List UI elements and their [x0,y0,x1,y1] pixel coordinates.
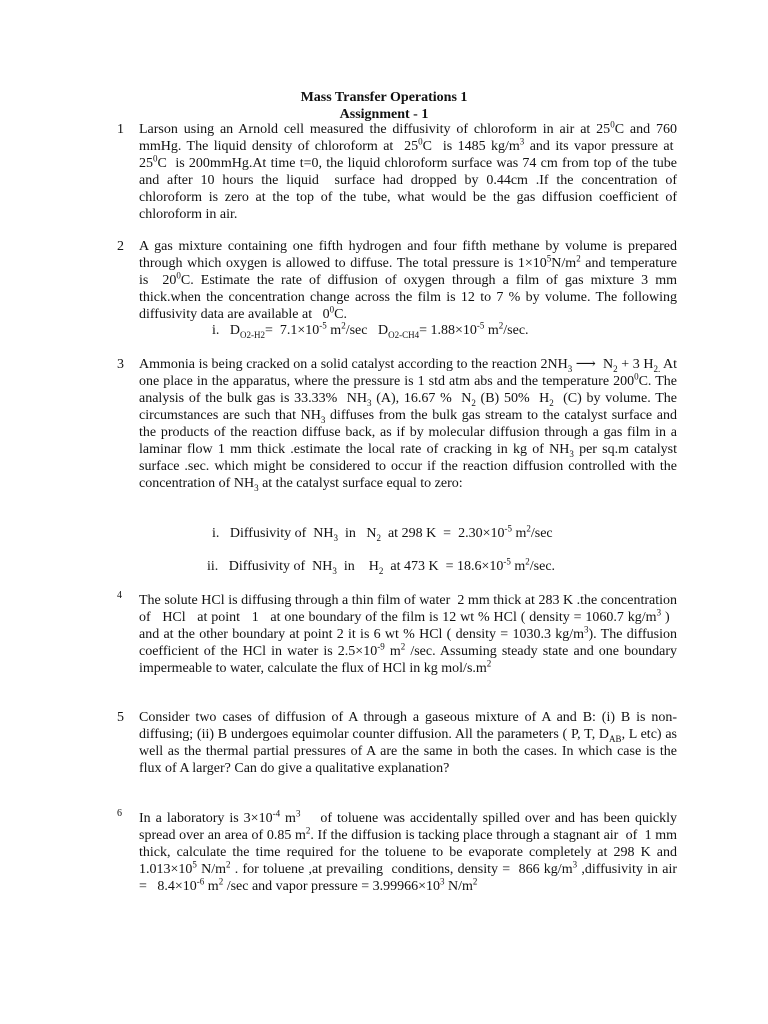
question-6 [117,810,677,895]
question-3 [117,356,677,492]
question-number: 6 [117,808,122,819]
question-text: Larson using an Arnold cell measured the diffusivity of chloroform in air at $25^0C$ and 760 mmHg. The liquid density of chloroform at $25^0C$ is 1485 $kg/m^3$ and its vapor pressure at $25^0C$ is 200mmHg.At time t=0, the liquid chloroform surface was 74 cm from top of the tube and after 10 hours the liquid surface had dropped by 0.44cm .If the concentration of chloroform is zero at the top of the tube, what would be the gas diffusion coefficient of chloroform in air. [139,119,677,222]
question-text: Consider two cases of diffusion of A through a gaseous mixture of A and B: (i) B is non-diffusing; (ii) B undergoes equimolar counter diffusion. All the parameters ( P, T, $D_{AB}$, L etc) as well as the thermal partial pressures of A are the same in both the cases. In which case is the flux of A larger? Can do give a qualitative explanation? [139,710,677,776]
question-text: Ammonia is being cracked on a solid catalyst according to the reaction $2NH_3$ ⟶ $N_2 + 3$ $H_{2.}$ At one place in the apparatus, where the pressure is 1 std atm abs and the temperature $200^0C$. The analysis of the bulk gas is 33.33% $NH_3$ (A), 16.67 % $N_2$ (B) 50% $H_2$ (C) by volume. The circumstances are such that $NH_3$ diffuses from the bulk gas stream to the catalyst surface and the products of the reaction diffuse back, as if by molecular diffusion through a gas film in a laminar flow 1 mm thick .estimate the local rate of cracking in kg of $NH_3$ per sq.m catalyst surface .sec. which might be considered to occur if the reaction diffusion controlled with the concentration of $NH_3$ at the catalyst surface equal to zero: [139,357,678,493]
question-2 [117,238,677,323]
diffusivity-data-line: i. $D_{O2-H2}= 7.1\times 10^{-5}$ $m^2/\sec$ $D_{O2-CH4}= 1.88\times 10^{-5}$ $m^2/\sec$. [212,320,529,340]
question-1 [117,121,677,223]
question-number: 5 [117,710,124,725]
question-number: 1 [117,122,124,137]
question-number: 3 [117,357,124,372]
diffusivity-line-i: i. Diffusivity of $NH_3$ in $N_2$ at 298 $K = 2.30\times 10^{-5}$ $m^2/\sec$ [212,523,553,543]
question-number: 2 [117,239,124,254]
question-text: The solute HCl is diffusing through a thin film of water 2 mm thick at 283 K .the concentration of HCl at point 1 at one boundary of the film is 12 wt % HCl ( density = 1060.7 $kg/m^3$ ) and at the other boundary at point 2 it is 6 wt % HCl ( density = 1030.3 $kg/m^3$). The diffusion coefficient of the HCl in water is $2.5\times 10^{-9}$ $m^2$ /sec. Assuming steady state and one boundary impermeable to water, calculate the flux of HCl in kg mol/$s.m^2$ [139,593,678,676]
question-5 [117,709,677,777]
document-subtitle: Assignment - 1 [339,107,429,122]
question-text: In a laboratory is $3\times 10^{-4}$ $m^3$ of toluene was accidentally spilled over and has been quickly spread over an area of 0.85 $m^2$. If the diffusion is tacking place through a stagnant air of 1 mm thick, calculate the time required for the toluene to be evaporate completely at 298 K and $1.013\times 10^5$ $N/m^2$ . for toluene ,at prevailing conditions, density = 866 $kg/m^3$ ,diffusivity in air = $8.4\times 10^{-6}$ $m^2$ /sec and vapor pressure = $3.99966\times 10^3$ $N/m^2$ [139,808,678,894]
question-4 [117,592,677,677]
document-title: Mass Transfer Operations 1 [300,90,468,105]
question-text: A gas mixture containing one fifth hydrogen and four fifth methane by volume is prepared through which oxygen is allowed to diffuse. The total pressure is $1\times 10^5N/m^2$ and temperature is $20^0C$. Estimate the rate of diffusion of oxygen through a film of gas mixture 3 mm thick.when the concentration change across the film is 12 to 7 % by volume. The following diffusivity data are available at $0^0C$. [139,239,677,322]
title-block [0,89,768,123]
diffusivity-line-ii: ii. Diffusivity of $NH_3$ in $H_2$ at 473 $K = 18.6\times 10^{-5}$ $m^2/\sec$. [207,556,556,576]
question-number: 4 [117,590,122,601]
